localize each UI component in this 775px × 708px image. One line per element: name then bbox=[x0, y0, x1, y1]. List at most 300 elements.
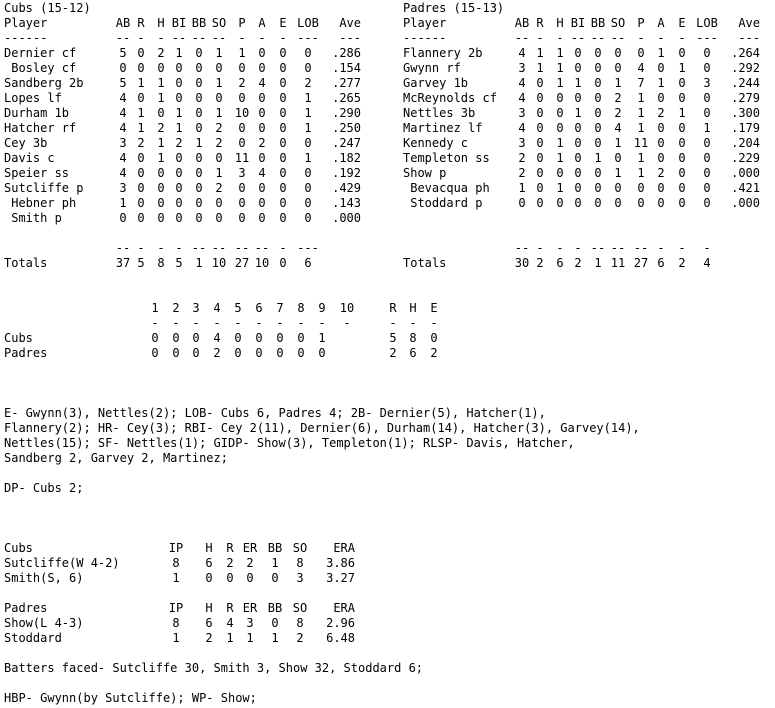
pitching-header-ip: IP bbox=[168, 541, 184, 555]
stat-cell: 0 bbox=[157, 61, 165, 75]
underline-dash: --- bbox=[297, 241, 319, 255]
batting-header-p: P bbox=[238, 16, 246, 30]
stat-cell: 0 bbox=[304, 211, 312, 225]
inning-runs: 4 bbox=[213, 331, 221, 345]
stat-cell: 0 bbox=[215, 151, 223, 165]
player-name: Templeton ss bbox=[403, 151, 490, 165]
inning-runs: 0 bbox=[430, 331, 438, 345]
pitcher-name: Sutcliffe(W 4-2) bbox=[4, 556, 120, 570]
pitching-header-er: ER bbox=[242, 541, 258, 555]
batting-header-ab: AB bbox=[115, 16, 131, 30]
stat-cell: 0 bbox=[238, 211, 246, 225]
pitching-header-era: ERA bbox=[333, 601, 355, 615]
pitching-header-bb: BB bbox=[267, 541, 283, 555]
note-line: Nettles(15); SF- Nettles(1); GIDP- Show(3), Templeton(1); RLSP- Davis, Hatcher, bbox=[4, 436, 575, 450]
batting-average: .179 bbox=[731, 121, 760, 135]
stat-cell: 0 bbox=[157, 106, 165, 120]
inning-runs: 0 bbox=[234, 331, 242, 345]
batting-header-player: Player bbox=[403, 16, 447, 30]
stat-cell: 0 bbox=[703, 136, 711, 150]
stat-cell: 0 bbox=[574, 151, 582, 165]
inning-header: 1 bbox=[151, 301, 159, 315]
totals-cell: 6 bbox=[556, 256, 564, 270]
stat-cell: 1 bbox=[574, 76, 582, 90]
inning-header: 3 bbox=[192, 301, 200, 315]
stat-cell: 2 bbox=[614, 106, 622, 120]
stat-cell: 0 bbox=[304, 196, 312, 210]
stat-cell: 1 bbox=[556, 76, 564, 90]
note-line: Flannery(2); HR- Cey(3); RBI- Cey 2(11), Dernier(6), Durham(14), Hatcher(3), Garvey(14), bbox=[4, 421, 640, 435]
pitching-stat: 2 bbox=[296, 631, 304, 645]
batting-header-lob: LOB bbox=[297, 16, 319, 30]
stat-cell: 0 bbox=[258, 121, 266, 135]
underline-dash: - bbox=[238, 31, 246, 45]
batting-average: .192 bbox=[332, 166, 361, 180]
player-name: Cey 3b bbox=[4, 136, 48, 150]
stat-cell: 0 bbox=[157, 181, 165, 195]
stat-cell: 0 bbox=[195, 166, 203, 180]
batting-average: .154 bbox=[332, 61, 361, 75]
player-name: Dernier cf bbox=[4, 46, 77, 60]
underline-dash: - bbox=[657, 31, 665, 45]
stat-cell: 3 bbox=[703, 76, 711, 90]
player-name: McReynolds cf bbox=[403, 91, 497, 105]
stat-cell: 0 bbox=[678, 46, 686, 60]
stat-cell: 0 bbox=[678, 196, 686, 210]
stat-cell: 0 bbox=[175, 196, 183, 210]
earned-run-average: 3.27 bbox=[326, 571, 355, 585]
stat-cell: 4 bbox=[518, 91, 526, 105]
stat-cell: 1 bbox=[175, 106, 183, 120]
stat-cell: 10 bbox=[234, 106, 250, 120]
pitching-header-so: SO bbox=[292, 541, 308, 555]
batting-average: .429 bbox=[332, 181, 361, 195]
inning-runs: 0 bbox=[234, 346, 242, 360]
stat-cell: 0 bbox=[657, 121, 665, 135]
stat-cell: 1 bbox=[614, 76, 622, 90]
batting-average: .279 bbox=[731, 91, 760, 105]
inning-header: 7 bbox=[276, 301, 284, 315]
stat-cell: 0 bbox=[258, 91, 266, 105]
underline-dash: - bbox=[297, 316, 305, 330]
stat-cell: 2 bbox=[258, 136, 266, 150]
totals-cell: 5 bbox=[137, 256, 145, 270]
underline-dash: -- bbox=[211, 31, 227, 45]
stat-cell: 0 bbox=[594, 196, 602, 210]
stat-cell: 0 bbox=[215, 196, 223, 210]
totals-cell: 8 bbox=[157, 256, 165, 270]
stat-cell: 0 bbox=[678, 76, 686, 90]
stat-cell: 0 bbox=[703, 61, 711, 75]
stat-cell: 0 bbox=[215, 211, 223, 225]
batting-average: .265 bbox=[332, 91, 361, 105]
stat-cell: 1 bbox=[678, 106, 686, 120]
stat-cell: 1 bbox=[304, 91, 312, 105]
stat-cell: 0 bbox=[657, 136, 665, 150]
batting-average: .000 bbox=[731, 196, 760, 210]
stat-cell: 1 bbox=[536, 46, 544, 60]
totals-cell: 30 bbox=[514, 256, 530, 270]
pitching-stat: 0 bbox=[271, 571, 279, 585]
stat-cell: 1 bbox=[518, 181, 526, 195]
inning-header: 6 bbox=[255, 301, 263, 315]
underline-dash: - bbox=[255, 316, 263, 330]
stat-cell: 3 bbox=[238, 166, 246, 180]
stat-cell: 0 bbox=[594, 136, 602, 150]
player-name: Martinez lf bbox=[403, 121, 483, 135]
stat-cell: 0 bbox=[258, 211, 266, 225]
stat-cell: 0 bbox=[119, 211, 127, 225]
underline-dash: -- bbox=[254, 241, 270, 255]
stat-cell: 0 bbox=[637, 196, 645, 210]
stat-cell: 2 bbox=[157, 121, 165, 135]
inning-runs: 1 bbox=[318, 331, 326, 345]
batters-faced-line: Batters faced- Sutcliffe 30, Smith 3, Show 32, Stoddard 6; bbox=[4, 661, 424, 675]
pitching-stat: 3 bbox=[296, 571, 304, 585]
pitching-header-ip: IP bbox=[168, 601, 184, 615]
stat-cell: 1 bbox=[157, 151, 165, 165]
batting-average: .300 bbox=[731, 106, 760, 120]
player-name: Kennedy c bbox=[403, 136, 469, 150]
stat-cell: 0 bbox=[279, 91, 287, 105]
underline-dash: - bbox=[556, 31, 564, 45]
stat-cell: 4 bbox=[614, 121, 622, 135]
underline-dash: - bbox=[637, 31, 645, 45]
totals-cell: 2 bbox=[536, 256, 544, 270]
stat-cell: 0 bbox=[195, 106, 203, 120]
stat-cell: 0 bbox=[614, 61, 622, 75]
stat-cell: 0 bbox=[195, 61, 203, 75]
underline-dash: -- bbox=[590, 31, 606, 45]
underline-dash: - bbox=[343, 316, 351, 330]
stat-cell: 2 bbox=[657, 106, 665, 120]
stat-cell: 0 bbox=[195, 181, 203, 195]
stat-cell: 3 bbox=[119, 136, 127, 150]
stat-cell: 1 bbox=[657, 76, 665, 90]
stat-cell: 0 bbox=[279, 106, 287, 120]
inning-header: 2 bbox=[172, 301, 180, 315]
stat-cell: 0 bbox=[536, 91, 544, 105]
player-name: Durham 1b bbox=[4, 106, 70, 120]
stat-cell: 0 bbox=[279, 151, 287, 165]
inning-runs: 0 bbox=[276, 346, 284, 360]
stat-cell: 0 bbox=[536, 106, 544, 120]
stat-cell: 0 bbox=[518, 196, 526, 210]
pitching-stat: 4 bbox=[226, 616, 234, 630]
pitcher-name: Show(L 4-3) bbox=[4, 616, 84, 630]
stat-cell: 0 bbox=[678, 121, 686, 135]
stat-cell: 2 bbox=[657, 166, 665, 180]
team-name: Cubs bbox=[4, 331, 33, 345]
note-line: E- Gwynn(3), Nettles(2); LOB- Cubs 6, Padres 4; 2B- Dernier(5), Hatcher(1), bbox=[4, 406, 546, 420]
batting-header-ave: Ave bbox=[339, 16, 361, 30]
stat-cell: 0 bbox=[657, 196, 665, 210]
stat-cell: 0 bbox=[279, 181, 287, 195]
pitching-header-h: H bbox=[205, 541, 213, 555]
stat-cell: 0 bbox=[137, 166, 145, 180]
stat-cell: 2 bbox=[518, 151, 526, 165]
stat-cell: 3 bbox=[119, 181, 127, 195]
totals-cell: 10 bbox=[211, 256, 227, 270]
underline-dash: -- bbox=[610, 31, 626, 45]
stat-cell: 1 bbox=[137, 106, 145, 120]
underline-dash: - bbox=[409, 316, 417, 330]
player-name: Bevacqua ph bbox=[403, 181, 490, 195]
batting-header-r: R bbox=[536, 16, 544, 30]
inning-runs: 0 bbox=[172, 346, 180, 360]
stat-cell: 1 bbox=[637, 91, 645, 105]
stat-cell: 0 bbox=[195, 46, 203, 60]
underline-dash: - bbox=[389, 316, 397, 330]
underline-dash: --- bbox=[297, 31, 319, 45]
stat-cell: 3 bbox=[518, 136, 526, 150]
team-batting-title-text: Padres (15-13) bbox=[403, 1, 505, 15]
stat-cell: 2 bbox=[215, 136, 223, 150]
underline-dash: --- bbox=[738, 31, 760, 45]
stat-cell: 0 bbox=[304, 61, 312, 75]
batting-average: .000 bbox=[731, 166, 760, 180]
underline-dash: -- bbox=[514, 31, 530, 45]
player-name: Lopes lf bbox=[4, 91, 62, 105]
stat-cell: 1 bbox=[556, 151, 564, 165]
stat-cell: 0 bbox=[536, 166, 544, 180]
stat-cell: 0 bbox=[238, 91, 246, 105]
inning-header: H bbox=[409, 301, 417, 315]
stat-cell: 0 bbox=[556, 121, 564, 135]
pitching-stat: 8 bbox=[296, 616, 304, 630]
player-name: Show p bbox=[403, 166, 447, 180]
stat-cell: 1 bbox=[657, 46, 665, 60]
stat-cell: 0 bbox=[594, 91, 602, 105]
batting-header-a: A bbox=[657, 16, 665, 30]
underline-dash: - bbox=[536, 241, 544, 255]
team-name: Padres bbox=[4, 346, 48, 360]
batting-average: .250 bbox=[332, 121, 361, 135]
batting-average: .182 bbox=[332, 151, 361, 165]
stat-cell: 2 bbox=[518, 166, 526, 180]
stat-cell: 0 bbox=[574, 46, 582, 60]
underline-dash: - bbox=[536, 31, 544, 45]
stat-cell: 0 bbox=[594, 121, 602, 135]
pitching-stat: 3 bbox=[246, 616, 254, 630]
player-name: Sandberg 2b bbox=[4, 76, 84, 90]
underline-dash: - bbox=[151, 316, 159, 330]
stat-cell: 0 bbox=[594, 181, 602, 195]
underline-dash: - bbox=[157, 31, 165, 45]
underline-dash: --- bbox=[339, 31, 361, 45]
stat-cell: 5 bbox=[119, 46, 127, 60]
pitching-stat: 2 bbox=[246, 556, 254, 570]
stat-cell: 0 bbox=[574, 136, 582, 150]
underline-dash: - bbox=[276, 316, 284, 330]
innings-pitched: 8 bbox=[172, 556, 180, 570]
inning-runs: 2 bbox=[430, 346, 438, 360]
stat-cell: 0 bbox=[574, 196, 582, 210]
stat-cell: 1 bbox=[614, 166, 622, 180]
stat-cell: 0 bbox=[556, 196, 564, 210]
batting-average: .247 bbox=[332, 136, 361, 150]
underline-dash: - bbox=[678, 31, 686, 45]
stat-cell: 0 bbox=[279, 61, 287, 75]
batting-header-h: H bbox=[556, 16, 564, 30]
pitching-stat: 2 bbox=[205, 631, 213, 645]
inning-header: 5 bbox=[234, 301, 242, 315]
pitching-stat: 2 bbox=[226, 556, 234, 570]
totals-cell: 1 bbox=[594, 256, 602, 270]
inning-runs: 0 bbox=[297, 346, 305, 360]
pitching-team-title: Cubs bbox=[4, 541, 33, 555]
stat-cell: 0 bbox=[195, 211, 203, 225]
stat-cell: 0 bbox=[258, 181, 266, 195]
underline-dash: - bbox=[279, 31, 287, 45]
stat-cell: 2 bbox=[215, 121, 223, 135]
stat-cell: 0 bbox=[574, 181, 582, 195]
stat-cell: 4 bbox=[119, 121, 127, 135]
stat-cell: 0 bbox=[279, 136, 287, 150]
batting-average: .244 bbox=[731, 76, 760, 90]
stat-cell: 0 bbox=[137, 181, 145, 195]
batting-average: .286 bbox=[332, 46, 361, 60]
stat-cell: 0 bbox=[657, 181, 665, 195]
stat-cell: 0 bbox=[175, 91, 183, 105]
stat-cell: 0 bbox=[195, 196, 203, 210]
stat-cell: 0 bbox=[279, 121, 287, 135]
stat-cell: 1 bbox=[238, 46, 246, 60]
stat-cell: 1 bbox=[137, 76, 145, 90]
stat-cell: 1 bbox=[637, 121, 645, 135]
stat-cell: 1 bbox=[637, 166, 645, 180]
stat-cell: 0 bbox=[258, 151, 266, 165]
player-name: Gwynn rf bbox=[403, 61, 461, 75]
stat-cell: 4 bbox=[518, 46, 526, 60]
stat-cell: 0 bbox=[137, 211, 145, 225]
stat-cell: 0 bbox=[574, 91, 582, 105]
underline-dash: - bbox=[258, 31, 266, 45]
underline-dash: - bbox=[574, 241, 582, 255]
stat-cell: 0 bbox=[238, 61, 246, 75]
underline-dash: - bbox=[137, 31, 145, 45]
stat-cell: 1 bbox=[556, 61, 564, 75]
inning-header: 8 bbox=[297, 301, 305, 315]
stat-cell: 0 bbox=[137, 91, 145, 105]
pitching-stat: 8 bbox=[296, 556, 304, 570]
stat-cell: 11 bbox=[234, 151, 250, 165]
pitching-header-r: R bbox=[226, 541, 234, 555]
batting-header-bb: BB bbox=[191, 16, 207, 30]
batting-average: .264 bbox=[731, 46, 760, 60]
stat-cell: 0 bbox=[279, 211, 287, 225]
stat-cell: 0 bbox=[703, 106, 711, 120]
stat-cell: 1 bbox=[304, 151, 312, 165]
stat-cell: 0 bbox=[119, 61, 127, 75]
stat-cell: 0 bbox=[703, 151, 711, 165]
stat-cell: 1 bbox=[594, 151, 602, 165]
stat-cell: 4 bbox=[637, 61, 645, 75]
earned-run-average: 3.86 bbox=[326, 556, 355, 570]
stat-cell: 2 bbox=[157, 46, 165, 60]
underline-dash: - bbox=[657, 241, 665, 255]
totals-cell: 6 bbox=[304, 256, 312, 270]
stat-cell: 0 bbox=[238, 181, 246, 195]
batting-header-e: E bbox=[279, 16, 287, 30]
pitching-stat: 0 bbox=[205, 571, 213, 585]
team-batting-title-text: Cubs (15-12) bbox=[4, 1, 91, 15]
inning-runs: 5 bbox=[389, 331, 397, 345]
underline-dash: - bbox=[279, 241, 287, 255]
player-name: Hebner ph bbox=[4, 196, 77, 210]
stat-cell: 0 bbox=[574, 166, 582, 180]
pitcher-name: Stoddard bbox=[4, 631, 62, 645]
stat-cell: 1 bbox=[556, 46, 564, 60]
batting-average: .143 bbox=[332, 196, 361, 210]
stat-cell: 1 bbox=[215, 76, 223, 90]
stat-cell: 0 bbox=[137, 46, 145, 60]
inning-runs: 0 bbox=[276, 331, 284, 345]
pitching-header-h: H bbox=[205, 601, 213, 615]
note-line: Sandberg 2, Garvey 2, Martinez; bbox=[4, 451, 228, 465]
pitching-header-bb: BB bbox=[267, 601, 283, 615]
stat-cell: 1 bbox=[678, 61, 686, 75]
batting-header-so: SO bbox=[610, 16, 626, 30]
pitcher-name: Smith(S, 6) bbox=[4, 571, 84, 585]
stat-cell: 0 bbox=[556, 106, 564, 120]
stat-cell: 3 bbox=[518, 106, 526, 120]
stat-cell: 0 bbox=[215, 91, 223, 105]
pitching-stat: 0 bbox=[226, 571, 234, 585]
inning-runs: 0 bbox=[318, 346, 326, 360]
stat-cell: 4 bbox=[119, 151, 127, 165]
inning-runs: 0 bbox=[255, 331, 263, 345]
stat-cell: 4 bbox=[119, 91, 127, 105]
pitching-stat: 0 bbox=[271, 616, 279, 630]
stat-cell: 0 bbox=[678, 166, 686, 180]
batting-header-bb: BB bbox=[590, 16, 606, 30]
innings-pitched: 1 bbox=[172, 631, 180, 645]
pitching-team-title: Padres bbox=[4, 601, 48, 615]
batting-header-bi: BI bbox=[171, 16, 187, 30]
innings-pitched: 8 bbox=[172, 616, 180, 630]
stat-cell: 0 bbox=[157, 196, 165, 210]
underline-dash: - bbox=[172, 316, 180, 330]
stat-cell: 0 bbox=[258, 61, 266, 75]
stat-cell: 0 bbox=[594, 106, 602, 120]
stat-cell: 0 bbox=[614, 151, 622, 165]
stat-cell: 2 bbox=[175, 136, 183, 150]
totals-cell: 0 bbox=[279, 256, 287, 270]
stat-cell: 0 bbox=[304, 181, 312, 195]
stat-cell: 0 bbox=[703, 166, 711, 180]
player-name: Smith p bbox=[4, 211, 62, 225]
underline-dash: -- bbox=[234, 241, 250, 255]
totals-cell: 1 bbox=[195, 256, 203, 270]
stat-cell: 1 bbox=[175, 46, 183, 60]
batting-header-h: H bbox=[157, 16, 165, 30]
batting-average: .229 bbox=[731, 151, 760, 165]
stat-cell: 0 bbox=[258, 46, 266, 60]
underline-dash: -- bbox=[115, 241, 131, 255]
innings-pitched: 1 bbox=[172, 571, 180, 585]
pitching-header-so: SO bbox=[292, 601, 308, 615]
stat-cell: 4 bbox=[258, 76, 266, 90]
underline-dash: -- bbox=[191, 31, 207, 45]
stat-cell: 0 bbox=[157, 211, 165, 225]
inning-header: E bbox=[430, 301, 438, 315]
batting-header-bi: BI bbox=[570, 16, 586, 30]
stat-cell: 0 bbox=[594, 76, 602, 90]
pitching-stat: 6 bbox=[205, 556, 213, 570]
inning-runs: 2 bbox=[213, 346, 221, 360]
stat-cell: 1 bbox=[304, 106, 312, 120]
